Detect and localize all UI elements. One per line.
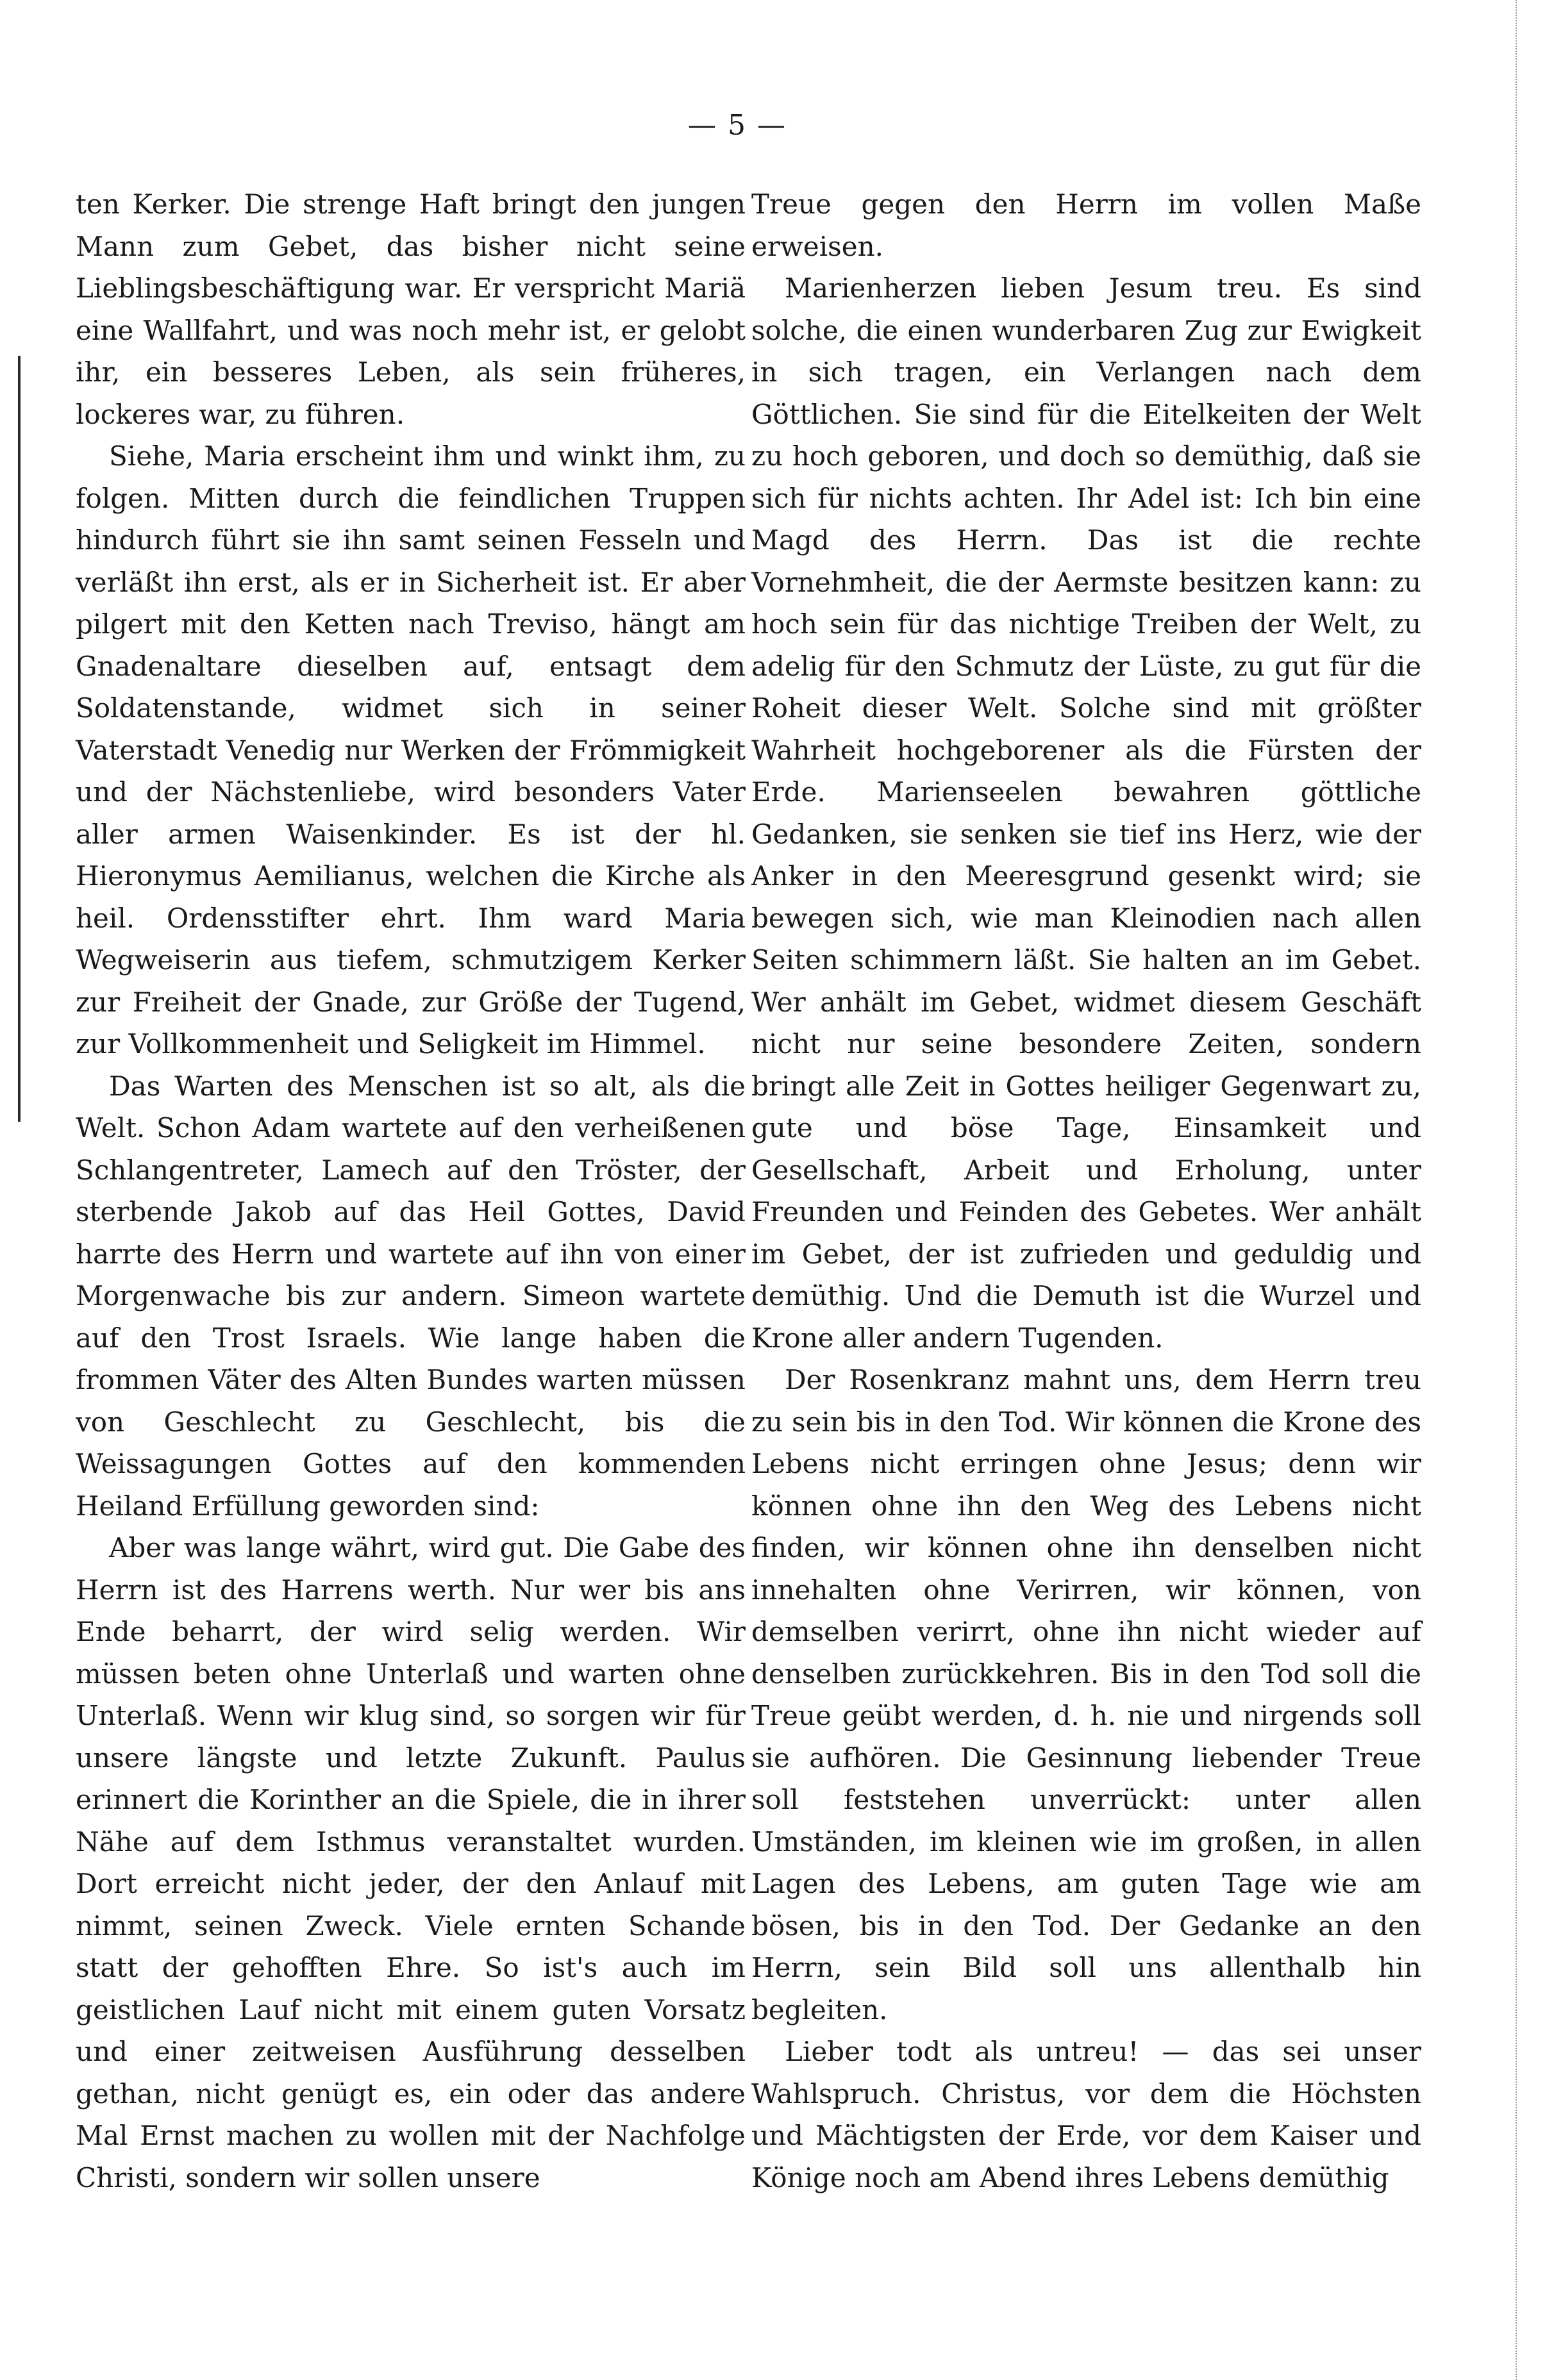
paragraph: Das Warten des Menschen ist so alt, als die Welt. Schon Adam wartete auf den verheißenen Schlangentreter, Lamech auf den Tröster, der sterbende Jakob auf das Heil Gottes, David harrte des Herrn und wartete auf ihn von einer Morgenwache bis zur andern. Simeon wartete auf den Trost Israels. Wie lange haben die frommen Väter des Alten Bundes warten müssen von Geschlecht zu Geschlecht, bis die Weissagungen Gottes auf den kommenden Heiland Erfüllung geworden sind: bbox=[76, 1070, 746, 1522]
left-column bbox=[76, 183, 746, 2199]
page-number: — 5 — bbox=[688, 109, 787, 142]
paragraph: ten Kerker. Die strenge Haft bringt den jungen Mann zum Gebet, das bisher nicht seine Lieblingsbeschäftigung war. Er verspricht Mariä eine Wallfahrt, und was noch mehr ist, er gelobt ihr, ein besseres Leben, als sein früheres, lockeres war, zu führen. bbox=[76, 188, 746, 430]
paragraph: Aber was lange währt, wird gut. Die Gabe des Herrn ist des Harrens werth. Nur wer bis ans Ende beharrt, der wird selig werden. Wir müssen beten ohne Unterlaß und warten ohne Unterlaß. Wenn wir klug sind, so sorgen wir für unsere längste und letzte Zukunft. Paulus erinnert die Korinther an die Spiele, die in ihrer Nähe auf dem Isthmus veranstaltet wurden. Dort erreicht nicht jeder, der den Anlauf mit nimmt, seinen Zweck. Viele ernten Schande statt der gehofften Ehre. So ist's auch im geistlichen Lauf nicht mit einem guten Vorsatz und einer zeitweisen Ausführung desselben gethan, nicht genügt es, ein oder das andere Mal Ernst machen zu wollen mit der Nachfolge Christi, sondern wir sollen unsere bbox=[76, 1532, 746, 2193]
margin-rule bbox=[18, 356, 21, 1122]
paragraph: Der Rosenkranz mahnt uns, dem Herrn treu zu sein bis in den Tod. Wir können die Krone des Lebens nicht erringen ohne Jesus; denn wir können ohne ihn den Weg des Lebens nicht finden, wir können ohne ihn denselben nicht innehalten ohne Verirren, wir können, von demselben verirrt, ohne ihn nicht wieder auf denselben zurückkehren. Bis in den Tod soll die Treue geübt werden, d. h. nie und nirgends soll sie aufhören. Die Gesinnung liebender Treue soll feststehen unverrückt: unter allen Umständen, im kleinen wie im großen, in allen Lagen des Lebens, am guten Tage wie am bösen, bis in den Tod. Der Gedanke an den Herrn, sein Bild soll uns allenthalb hin begleiten. bbox=[751, 1364, 1421, 2026]
right-column bbox=[751, 183, 1421, 2199]
paragraph: Treue gegen den Herrn im vollen Maße erweisen. bbox=[751, 188, 1421, 262]
paragraph: Lieber todt als untreu! — das sei unser Wahlspruch. Christus, vor dem die Höchsten und Mächtigsten der Erde, vor dem Kaiser und Könige noch am Abend ihres Lebens demüthig bbox=[751, 2036, 1421, 2193]
paragraph: Siehe, Maria erscheint ihm und winkt ihm, zu folgen. Mitten durch die feindlichen Truppen hindurch führt sie ihn samt seinen Fesseln und verläßt ihn erst, als er in Sicherheit ist. Er aber pilgert mit den Ketten nach Treviso, hängt am Gnadenaltare dieselben auf, entsagt dem Soldatenstande, widmet sich in seiner Vaterstadt Venedig nur Werken der Frömmigkeit und der Nächstenliebe, wird besonders Vater aller armen Waisenkinder. Es ist der hl. Hieronymus Aemilianus, welchen die Kirche als heil. Ordensstifter ehrt. Ihm ward Maria Wegweiserin aus tiefem, schmutzigem Kerker zur Freiheit der Gnade, zur Größe der Tugend, zur Vollkommenheit und Seligkeit im Himmel. bbox=[76, 440, 746, 1060]
paragraph: Marienherzen lieben Jesum treu. Es sind solche, die einen wunderbaren Zug zur Ewigkeit in sich tragen, ein Verlangen nach dem Göttlichen. Sie sind für die Eitelkeiten der Welt zu hoch geboren, und doch so demüthig, daß sie sich für nichts achten. Ihr Adel ist: Ich bin eine Magd des Herrn. Das ist die rechte Vornehmheit, die der Aermste besitzen kann: zu hoch sein für das nichtige Treiben der Welt, zu adelig für den Schmutz der Lüste, zu gut für die Roheit dieser Welt. Solche sind mit größter Wahrheit hochgeborener als die Fürsten der Erde. Marienseelen bewahren göttliche Gedanken, sie senken sie tief ins Herz, wie der Anker in den Meeresgrund gesenkt wird; sie bewegen sich, wie man Kleinodien nach allen Seiten schimmern läßt. Sie halten an im Gebet. Wer anhält im Gebet, widmet diesem Geschäft nicht nur seine besondere Zeiten, sondern bringt alle Zeit in Gottes heiliger Gegenwart zu, gute und böse Tage, Einsamkeit und Gesellschaft, Arbeit und Erholung, unter Freunden und Feinden des Gebetes. Wer anhält im Gebet, der ist zufrieden und geduldig und demüthig. Und die Demuth ist die Wurzel und Krone aller andern Tugenden. bbox=[751, 272, 1421, 1354]
scan-edge bbox=[1516, 0, 1554, 2380]
